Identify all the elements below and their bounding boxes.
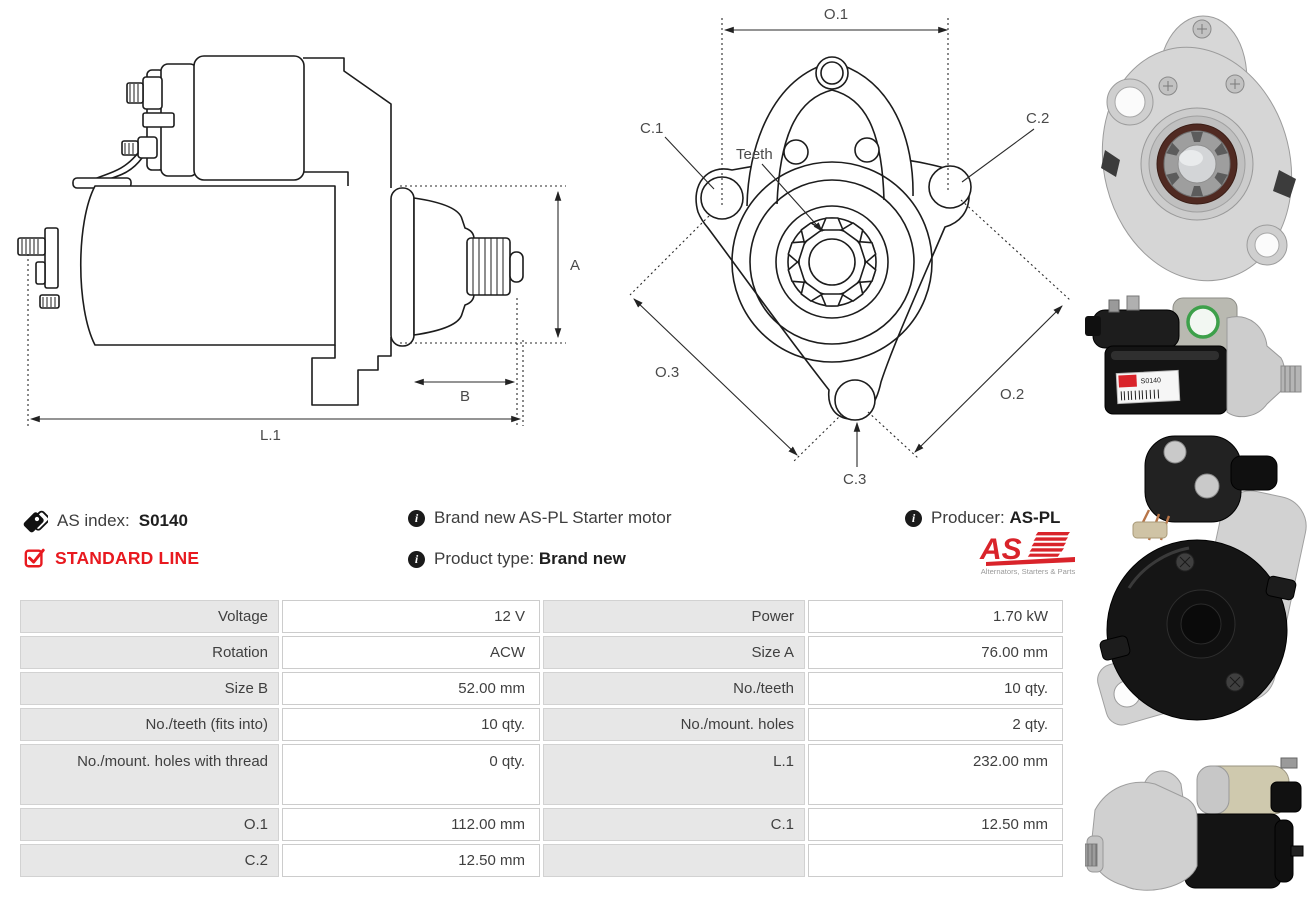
spec-value	[808, 844, 1063, 877]
spec-label	[543, 844, 805, 877]
spec-label: Size B	[20, 672, 279, 705]
dim-label-teeth: Teeth	[736, 146, 773, 163]
solenoid-body	[194, 56, 304, 180]
label-code: S0140	[1140, 377, 1162, 386]
spec-table	[17, 597, 1066, 880]
table-row	[20, 844, 1063, 877]
starter-side-photo-2	[1085, 758, 1303, 890]
starter-front-photo	[1085, 16, 1308, 288]
starter-rear-photo	[1094, 436, 1308, 729]
product-type-label: Product type:	[434, 549, 535, 568]
starter-side-outline	[18, 56, 523, 405]
spec-value: 12.50 mm	[808, 808, 1063, 841]
as-index-line	[22, 508, 188, 534]
product-photo-side-left[interactable]	[1085, 748, 1308, 898]
drive-end-bell	[414, 198, 474, 335]
spec-label: L.1	[543, 744, 805, 805]
spec-label: C.2	[20, 844, 279, 877]
product-photo-rear[interactable]	[1085, 430, 1308, 748]
spec-label: Voltage	[20, 600, 279, 633]
spec-label: Rotation	[20, 636, 279, 669]
spec-label: C.1	[543, 808, 805, 841]
shaft-tip	[510, 252, 523, 282]
producer-value: AS-PL	[1009, 508, 1061, 527]
table-row	[20, 636, 1063, 669]
spec-value: 12 V	[282, 600, 540, 633]
spec-value: 2 qty.	[808, 708, 1063, 741]
brand-new-line	[408, 508, 671, 528]
brand-new-text: Brand new AS-PL Starter motor	[434, 508, 672, 527]
spec-label: No./mount. holes	[543, 708, 805, 741]
as-pl-logo	[978, 530, 1078, 576]
spec-label: O.1	[20, 808, 279, 841]
as-index-value: S0140	[138, 511, 188, 530]
spec-label: No./teeth	[543, 672, 805, 705]
table-row	[20, 708, 1063, 741]
info-icon: i	[905, 510, 922, 527]
dim-label-o3: O.3	[655, 364, 680, 381]
spec-value: 232.00 mm	[808, 744, 1063, 805]
product-type-value: Brand new	[538, 549, 626, 568]
product-photo-front-flange[interactable]	[1085, 2, 1308, 288]
spec-value: 52.00 mm	[282, 672, 540, 705]
product-type-line	[408, 549, 626, 569]
spec-label: Size A	[543, 636, 805, 669]
tag-icon	[22, 508, 48, 534]
spec-value: 0 qty.	[282, 744, 540, 805]
as-pl-product-label	[1116, 370, 1179, 403]
spec-value: 112.00 mm	[282, 808, 540, 841]
table-row	[20, 600, 1063, 633]
dim-label-a: A	[570, 257, 581, 274]
spec-value: 12.50 mm	[282, 844, 540, 877]
spec-value: 10 qty.	[282, 708, 540, 741]
dim-label-o1: O.1	[823, 6, 849, 23]
dim-label-c1: C.1	[640, 120, 664, 137]
producer-line	[905, 508, 1060, 528]
mounting-foot	[312, 337, 391, 405]
info-icon: i	[408, 551, 425, 568]
dim-label-b: B	[460, 388, 471, 405]
logo-tagline: Alternators, Starters & Parts	[980, 567, 1076, 576]
dim-label-l1: L.1	[260, 427, 281, 444]
green-sticker	[1188, 307, 1218, 337]
mount-hole-c2	[929, 166, 971, 208]
spec-value: 76.00 mm	[808, 636, 1063, 669]
checkbox-checked-icon	[24, 547, 46, 569]
spec-value: ACW	[282, 636, 540, 669]
standard-line	[24, 547, 199, 569]
dim-label-o2: O.2	[1000, 386, 1025, 403]
as-index-label: AS index:	[57, 511, 130, 530]
terminal-stud	[127, 83, 143, 103]
dim-label-c2: C.2	[1026, 110, 1050, 127]
spec-label: No./mount. holes with thread	[20, 744, 279, 805]
table-row	[20, 672, 1063, 705]
small-hole-left	[784, 140, 808, 164]
dim-label-c3: C.3	[843, 471, 867, 488]
info-icon: i	[408, 510, 425, 527]
table-row	[20, 808, 1063, 841]
standard-line-label: STANDARD LINE	[55, 547, 200, 568]
logo-text: AS	[980, 533, 1022, 566]
motor-body	[81, 186, 335, 345]
solenoid-rear	[1145, 436, 1241, 522]
side-view-diagram	[10, 40, 590, 470]
spec-label: Power	[543, 600, 805, 633]
spec-value: 10 qty.	[808, 672, 1063, 705]
spec-label: No./teeth (fits into)	[20, 708, 279, 741]
producer-label: Producer:	[931, 508, 1005, 527]
front-view-diagram	[610, 0, 1080, 490]
starter-front-outline	[696, 57, 971, 420]
mounting-flange	[391, 188, 414, 346]
terminal-stud	[122, 141, 138, 155]
as-pl-logo-mark	[979, 532, 1075, 566]
starter-side-photo	[1085, 296, 1301, 417]
small-hole-right	[855, 138, 879, 162]
motor-body-photo	[1185, 814, 1281, 888]
spec-value: 1.70 kW	[808, 600, 1063, 633]
mount-hole-c3	[835, 380, 875, 420]
product-photo-side-right[interactable]	[1085, 288, 1308, 430]
table-row	[20, 744, 1063, 805]
